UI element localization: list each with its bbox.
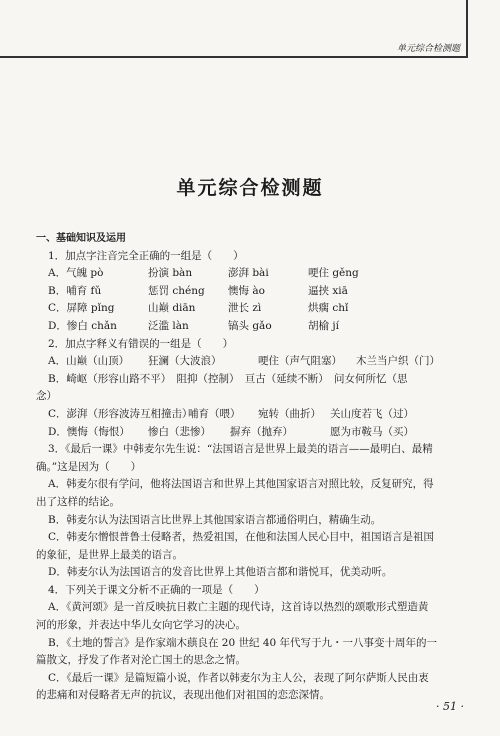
option-cell: 胡榆 jí bbox=[308, 319, 339, 332]
option-cell: C．澎湃（形容波涛互相撞击） bbox=[48, 407, 193, 420]
option-cell: D．懊悔（悔恨） bbox=[48, 425, 130, 438]
question-4-option-a-cont: 河的形象，并表达中华儿女向它学习的决心。 bbox=[36, 619, 246, 632]
option-cell: 哽住（声气阻塞） bbox=[258, 355, 342, 368]
question-1-option-a bbox=[36, 265, 448, 283]
option-cell: 泄长 zì bbox=[228, 302, 262, 315]
question-4-option-a: A．《黄河颂》是一首反映抗日救亡主题的现代诗，这首诗以热烈的颂歌形式塑造黄 bbox=[48, 601, 429, 614]
question-4-stem: 4．下列关于课文分析不正确的一项是（ ） bbox=[48, 583, 265, 596]
option-cell: 愿为市鞍马（买） bbox=[330, 425, 414, 438]
section-heading: 一、基础知识及运用 bbox=[36, 233, 126, 244]
option-cell: A．山巅（山顶） bbox=[48, 355, 130, 368]
option-cell: 泛滥 làn bbox=[148, 319, 189, 332]
option-cell: 烘瘸 chǐ bbox=[308, 302, 349, 315]
question-1-option-d bbox=[36, 318, 448, 336]
option-cell: 惩罚 chéng bbox=[148, 284, 205, 297]
option-cell: 澎湃 bài bbox=[228, 267, 269, 280]
page-number: · 51 · bbox=[436, 700, 464, 713]
question-3-stem-cont: 确。”这是因为（ ） bbox=[36, 460, 142, 473]
option-cell: 惨白（悲惨） bbox=[148, 425, 211, 438]
question-4-option-b: B．《土地的誓言》是作家端木蕻良在 20 世纪 40 年代写于九・一八事变十周年的一 bbox=[48, 636, 438, 649]
question-2-option-b: B．崎岖（形容山路不平） 阻抑（控制） 亘古（延续不断） 问女何所忆（思 bbox=[48, 372, 408, 385]
option-cell: C．屏障 pǐng bbox=[48, 302, 115, 315]
option-cell: 扮演 bàn bbox=[148, 267, 193, 280]
question-2-option-d bbox=[36, 424, 448, 442]
question-4-option-c: C．《最后一课》是篇短篇小说，作者以韩麦尔为主人公，表现了阿尔萨斯人民由衷 bbox=[48, 671, 429, 684]
question-3-option-c-cont: 的象征，是世界上最美的语言。 bbox=[36, 548, 183, 561]
question-2-option-b-cont: 念） bbox=[36, 390, 57, 403]
question-4-option-c-cont: 的悲痛和对侵略者无声的抗议，表现出他们对祖国的恋恋深情。 bbox=[36, 689, 330, 702]
question-2-stem: 2．加点字释义有错误的一组是（ ） bbox=[48, 337, 234, 350]
option-cell: D．惨白 chǎn bbox=[48, 319, 117, 332]
question-3-option-d: D．韩麦尔认为法国语言的发音比世界上其他语言都和谐悦耳，优美动听。 bbox=[48, 566, 393, 579]
question-3-option-a-cont: 出了这样的结论。 bbox=[36, 495, 120, 508]
option-cell: 宛转（曲折） bbox=[258, 407, 321, 420]
question-2-option-c bbox=[36, 406, 448, 424]
option-cell: 狂澜（大波浪） bbox=[148, 355, 222, 368]
question-4-option-b-cont: 篇散文，抒发了作者对沦亡国土的思念之情。 bbox=[36, 654, 246, 667]
exam-content bbox=[36, 230, 448, 705]
option-cell: 关山度若飞（过） bbox=[330, 407, 414, 420]
option-cell: 哺育（喂） bbox=[188, 407, 241, 420]
option-cell: 木兰当户织（门） bbox=[356, 355, 440, 368]
question-1-option-b bbox=[36, 283, 448, 301]
option-cell: 懊悔 ào bbox=[228, 284, 265, 297]
question-2-option-a bbox=[36, 353, 448, 371]
question-3-stem: 3．《最后一课》中韩麦尔先生说：“法国语言是世界上最美的语言——最明白、最精 bbox=[48, 443, 433, 456]
question-3-option-a: A．韩麦尔很有学问，他将法国语言和世界上其他国家语言对照比较，反复研究，得 bbox=[48, 478, 434, 491]
running-header: 单元综合检测题 bbox=[396, 44, 460, 54]
question-3-option-b: B．韩麦尔认为法国语言比世界上其他国家语言都通俗明白，精确生动。 bbox=[48, 513, 382, 526]
option-cell: 山巅 diān bbox=[148, 302, 196, 315]
page-title: 单元综合检测题 bbox=[176, 177, 324, 199]
option-cell: 哽住 gěng bbox=[308, 267, 359, 280]
question-3-option-c: C．韩麦尔憎恨普鲁士侵略者，热爱祖国，在他和法国人民心目中，祖国语言是祖国 bbox=[48, 531, 435, 544]
question-1-stem: 1．加点字注音完全正确的一组是（ ） bbox=[48, 249, 244, 262]
option-cell: 逼挟 xiā bbox=[308, 284, 348, 297]
option-cell: A．气魄 pò bbox=[48, 267, 104, 280]
option-cell: 镐头 gǎo bbox=[228, 319, 272, 332]
option-cell: B．哺育 fǔ bbox=[48, 284, 102, 297]
question-1-option-c bbox=[36, 300, 448, 318]
option-cell: 摒弃（抛弃） bbox=[230, 425, 293, 438]
